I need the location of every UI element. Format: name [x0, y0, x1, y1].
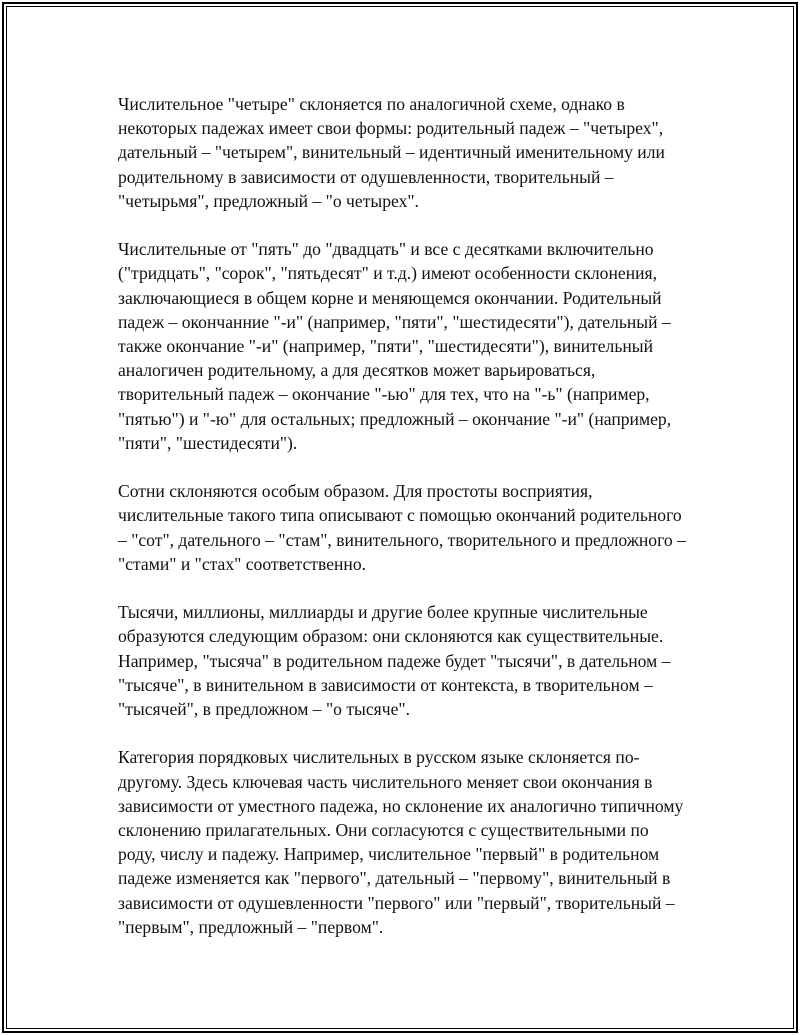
- paragraph-five-to-twenty-declension: Числительные от "пять" до "двадцать" и все с десятками включительно ("тридцать", "сорок", "пятьдесят" и т.д.) имеют особенности склонения, заключающиеся в общем корне и меняющемся окончании. Родительный падеж – окончанние "-и" (например, "пяти", "шестидесяти"), дательный – также окончание "-и" (например, "пяти", "шестидесяти"), винительный аналогичен родительному, а для десятков может варьироваться, творительный падеж – окончание "-ью" для тех, что на "-ь" (например, "пятью") и "-ю" для остальных; предложный – окончание "-и" (например, "пяти", "шестидесяти").: [118, 239, 672, 453]
- paragraph-four-declension: Числительное "четыре" склоняется по аналогичной схеме, однако в некоторых падежах имеет свои формы: родительный падеж – "четырех", дательный – "четырем", винительный – идентичный именительному или родительному в зависимости от одушевленности, творительный – "четырьмя", предложный – "о четырех".: [118, 94, 665, 211]
- paragraph-ordinal-declension: Категория порядковых числительных в русском языке склоняется по-другому. Здесь ключевая часть числительного меняет свои окончания в зависимости от уместного падежа, но склонение их аналогично типичному склонению прилагательных. Они согласуются с существительными по роду, числу и падежу. Например, числительное "первый" в родительном падеже изменяется как "первого", дательный – "первому", винительный в зависимости от одушевленности "первого" или "первый", творительный – "первым", предложный – "первом".: [118, 747, 684, 937]
- document-body: [118, 92, 690, 963]
- paragraph-thousands-declension: Тысячи, миллионы, миллиарды и другие более крупные числительные образуются следующим образом: они склоняются как существительные. Например, "тысяча" в родительном падеже будет "тысячи", в дательном – "тысяче", в винительном в зависимости от контекста, в творительном – "тысячей", в предложном – "о тысяче".: [118, 602, 671, 720]
- paragraph-hundreds-declension: Сотни склоняются особым образом. Для простоты восприятия, числительные такого типа описывают с помощью окончаний родительного – "сот", дательного – "стам", винительного, творительного и предложного – "стами" и "стах" соответственно.: [118, 481, 686, 574]
